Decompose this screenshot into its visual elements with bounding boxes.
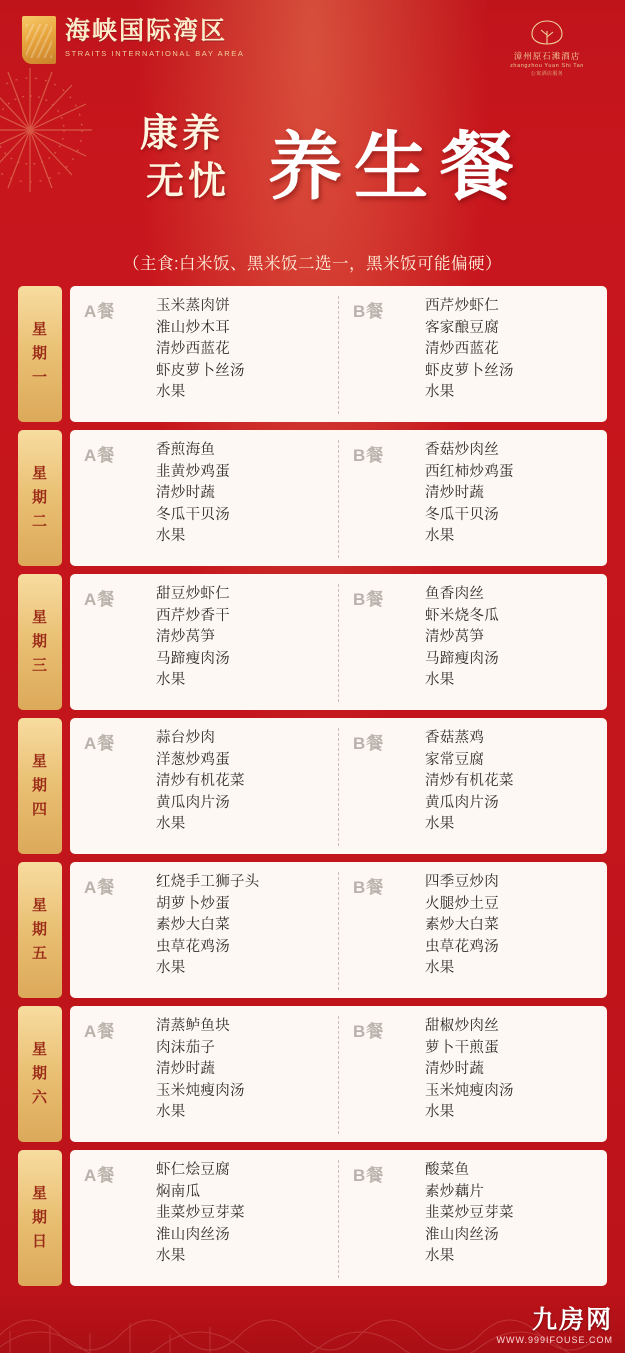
day-label-char: 星 bbox=[31, 609, 48, 626]
day-label-char: 期 bbox=[31, 1209, 48, 1226]
dish-item: 客家酿豆腐 bbox=[425, 319, 499, 336]
menu-day-row bbox=[18, 718, 607, 854]
menu-day-row bbox=[18, 286, 607, 422]
dish-item: 四季豆炒肉 bbox=[425, 874, 499, 890]
watermark bbox=[496, 1308, 613, 1345]
dish-item: 水果 bbox=[156, 1104, 186, 1120]
day-label-char: 星 bbox=[31, 1041, 48, 1058]
dish-item: 玉米炖瘦肉汤 bbox=[425, 1082, 514, 1099]
dish-item: 水果 bbox=[425, 528, 455, 544]
day-label-char: 三 bbox=[31, 657, 48, 674]
watermark-url: WWW.999IFOUSE.COM bbox=[496, 1335, 613, 1345]
dish-item: 淮山炒木耳 bbox=[156, 319, 230, 336]
dish-list bbox=[156, 440, 230, 558]
day-label-char: 星 bbox=[31, 465, 48, 482]
weekly-menu bbox=[0, 286, 625, 1286]
header bbox=[0, 0, 625, 92]
dish-item: 虫草花鸡汤 bbox=[156, 938, 230, 955]
day-label bbox=[18, 574, 62, 710]
dish-item: 洋葱炒鸡蛋 bbox=[156, 751, 230, 768]
dish-item: 鱼香肉丝 bbox=[425, 586, 485, 602]
watermark-title: 九房网 bbox=[531, 1306, 613, 1334]
meal-tag-a: A餐 bbox=[84, 590, 116, 609]
meal-tag-a: A餐 bbox=[84, 878, 116, 897]
dish-item: 蒜台炒肉 bbox=[156, 730, 216, 746]
dish-item: 甜椒炒肉丝 bbox=[425, 1018, 499, 1034]
dish-item: 香菇炒肉丝 bbox=[425, 442, 499, 458]
dish-list bbox=[425, 440, 514, 558]
dish-item: 肉沫茄子 bbox=[156, 1039, 216, 1056]
meal-tag-b: B餐 bbox=[353, 446, 385, 465]
menu-card bbox=[70, 574, 607, 710]
day-label-char: 期 bbox=[31, 777, 48, 794]
dish-item: 水果 bbox=[425, 384, 455, 400]
dish-item: 冬瓜干贝汤 bbox=[425, 506, 499, 523]
day-label-char: 期 bbox=[31, 633, 48, 650]
meal-set-b bbox=[338, 1160, 607, 1278]
dish-item: 清炒时蔬 bbox=[425, 485, 485, 501]
dish-item: 西红柿炒鸡蛋 bbox=[425, 463, 514, 480]
dish-item: 清炒西蓝花 bbox=[156, 341, 230, 357]
dish-item: 西芹炒虾仁 bbox=[425, 298, 499, 314]
dish-item: 甜豆炒虾仁 bbox=[156, 586, 230, 602]
dish-item: 水果 bbox=[156, 816, 186, 832]
meal-set-b bbox=[338, 728, 607, 846]
day-label-char: 一 bbox=[31, 369, 48, 386]
dish-item: 红烧手工狮子头 bbox=[156, 874, 260, 890]
dish-item: 水果 bbox=[156, 960, 186, 976]
dish-list bbox=[156, 1160, 245, 1278]
brand-logo bbox=[22, 16, 244, 64]
partner-logo bbox=[491, 16, 603, 77]
dish-list bbox=[425, 872, 499, 990]
menu-card bbox=[70, 430, 607, 566]
dish-item: 虫草花鸡汤 bbox=[425, 938, 499, 955]
dish-item: 清蒸鲈鱼块 bbox=[156, 1018, 230, 1034]
dish-item: 虾仁烩豆腐 bbox=[156, 1162, 230, 1178]
meal-set-a bbox=[70, 440, 338, 558]
dish-item: 虾米烧冬瓜 bbox=[425, 607, 499, 624]
meal-set-b bbox=[338, 296, 607, 414]
menu-day-row bbox=[18, 1006, 607, 1142]
meal-set-a bbox=[70, 296, 338, 414]
dish-item: 清炒时蔬 bbox=[425, 1061, 485, 1077]
dish-item: 水果 bbox=[156, 528, 186, 544]
dish-item: 素炒藕片 bbox=[425, 1183, 485, 1200]
dish-list bbox=[425, 584, 499, 702]
dish-item: 清炒莴笋 bbox=[156, 629, 216, 645]
partner-name-cn: 漳州原石滩酒店 bbox=[513, 51, 581, 61]
dish-item: 香菇蒸鸡 bbox=[425, 730, 485, 746]
tree-icon bbox=[527, 18, 567, 48]
dish-item: 清炒时蔬 bbox=[156, 1061, 216, 1077]
meal-set-a bbox=[70, 584, 338, 702]
dish-item: 火腿炒土豆 bbox=[425, 895, 499, 912]
menu-day-row bbox=[18, 574, 607, 710]
dish-item: 淮山肉丝汤 bbox=[156, 1226, 230, 1243]
dish-item: 焖南瓜 bbox=[156, 1183, 201, 1200]
dish-item: 清炒时蔬 bbox=[156, 485, 216, 501]
dish-item: 素炒大白菜 bbox=[156, 917, 230, 933]
dish-item: 清炒有机花菜 bbox=[156, 773, 245, 789]
day-label-char: 星 bbox=[31, 1185, 48, 1202]
day-label-char: 二 bbox=[31, 513, 48, 530]
partner-name-sub: 公寓酒店服务 bbox=[530, 71, 564, 77]
dish-item: 马蹄瘦肉汤 bbox=[425, 650, 499, 667]
meal-tag-b: B餐 bbox=[353, 302, 385, 321]
meal-tag-a: A餐 bbox=[84, 734, 116, 753]
dish-item: 清炒西蓝花 bbox=[425, 341, 499, 357]
day-label-char: 六 bbox=[31, 1089, 48, 1106]
dish-item: 胡萝卜炒蛋 bbox=[156, 895, 230, 912]
day-label-char: 星 bbox=[31, 321, 48, 338]
dish-item: 水果 bbox=[156, 384, 186, 400]
meal-set-b bbox=[338, 584, 607, 702]
brand-name-en: STRAITS INTERNATIONAL BAY AREA bbox=[65, 49, 245, 58]
title-block bbox=[0, 96, 625, 246]
dish-item: 虾皮萝卜丝汤 bbox=[425, 362, 514, 379]
flame-logo-icon bbox=[22, 16, 56, 64]
menu-card bbox=[70, 1006, 607, 1142]
menu-day-row bbox=[18, 1150, 607, 1286]
dish-item: 清炒莴笋 bbox=[425, 629, 485, 645]
brand-name-cn: 海峡国际湾区 bbox=[65, 17, 228, 45]
day-label bbox=[18, 718, 62, 854]
title-small-line1: 康养 bbox=[140, 113, 225, 155]
dish-list bbox=[156, 728, 245, 846]
staple-food-note: （主食:白米饭、黑米饭二选一，黑米饭可能偏硬） bbox=[122, 255, 503, 273]
title-small bbox=[140, 110, 270, 206]
dish-item: 韭黄炒鸡蛋 bbox=[156, 463, 230, 480]
day-label bbox=[18, 862, 62, 998]
menu-card bbox=[70, 718, 607, 854]
day-label-char: 期 bbox=[31, 921, 48, 938]
day-label-char: 星 bbox=[31, 897, 48, 914]
day-label bbox=[18, 1006, 62, 1142]
meal-set-b bbox=[338, 1016, 607, 1134]
dish-item: 水果 bbox=[425, 816, 455, 832]
menu-day-row bbox=[18, 862, 607, 998]
dish-item: 水果 bbox=[156, 672, 186, 688]
meal-tag-a: A餐 bbox=[84, 1166, 116, 1185]
day-label-char: 期 bbox=[31, 1065, 48, 1082]
dish-item: 西芹炒香干 bbox=[156, 607, 230, 624]
dish-item: 水果 bbox=[156, 1248, 186, 1264]
dish-list bbox=[156, 1016, 245, 1134]
day-label-char: 四 bbox=[31, 801, 48, 818]
meal-tag-a: A餐 bbox=[84, 1022, 116, 1041]
meal-tag-b: B餐 bbox=[353, 734, 385, 753]
day-label bbox=[18, 430, 62, 566]
dish-item: 清炒有机花菜 bbox=[425, 773, 514, 789]
dish-list bbox=[156, 296, 245, 414]
dish-item: 家常豆腐 bbox=[425, 751, 485, 768]
dish-list bbox=[156, 584, 230, 702]
dish-item: 韭菜炒豆芽菜 bbox=[425, 1205, 514, 1221]
menu-day-row bbox=[18, 430, 607, 566]
dish-list bbox=[156, 872, 260, 990]
day-label bbox=[18, 286, 62, 422]
meal-tag-a: A餐 bbox=[84, 446, 116, 465]
menu-card bbox=[70, 1150, 607, 1286]
dish-item: 水果 bbox=[425, 672, 455, 688]
meal-set-a bbox=[70, 1016, 338, 1134]
meal-tag-b: B餐 bbox=[353, 878, 385, 897]
day-label-char: 星 bbox=[31, 753, 48, 770]
dish-item: 香煎海鱼 bbox=[156, 442, 216, 458]
meal-tag-a: A餐 bbox=[84, 302, 116, 321]
day-label-char: 期 bbox=[31, 489, 48, 506]
day-label-char: 日 bbox=[31, 1233, 48, 1250]
dish-list bbox=[425, 296, 514, 414]
title-small-line2: 无忧 bbox=[146, 161, 231, 203]
meal-set-a bbox=[70, 1160, 338, 1278]
meal-set-b bbox=[338, 440, 607, 558]
dish-item: 玉米蒸肉饼 bbox=[156, 298, 230, 314]
menu-card bbox=[70, 286, 607, 422]
dish-item: 素炒大白菜 bbox=[425, 917, 499, 933]
dish-item: 萝卜干煎蛋 bbox=[425, 1039, 499, 1056]
dish-item: 马蹄瘦肉汤 bbox=[156, 650, 230, 667]
dish-list bbox=[425, 1016, 514, 1134]
meal-set-a bbox=[70, 872, 338, 990]
dish-list bbox=[425, 728, 514, 846]
meal-set-a bbox=[70, 728, 338, 846]
dish-item: 韭菜炒豆芽菜 bbox=[156, 1205, 245, 1221]
day-label-char: 期 bbox=[31, 345, 48, 362]
meal-tag-b: B餐 bbox=[353, 1166, 385, 1185]
dish-item: 酸菜鱼 bbox=[425, 1162, 470, 1178]
dish-item: 水果 bbox=[425, 1104, 455, 1120]
dish-item: 冬瓜干贝汤 bbox=[156, 506, 230, 523]
meal-tag-b: B餐 bbox=[353, 1022, 385, 1041]
day-label bbox=[18, 1150, 62, 1286]
footer bbox=[0, 1295, 625, 1353]
page-title: 养生餐 bbox=[268, 124, 526, 210]
dish-list bbox=[425, 1160, 514, 1278]
dish-item: 水果 bbox=[425, 960, 455, 976]
day-label-char: 五 bbox=[31, 945, 48, 962]
dish-item: 黄瓜肉片汤 bbox=[156, 794, 230, 811]
dish-item: 水果 bbox=[425, 1248, 455, 1264]
menu-card bbox=[70, 862, 607, 998]
dish-item: 黄瓜肉片汤 bbox=[425, 794, 499, 811]
dish-item: 淮山肉丝汤 bbox=[425, 1226, 499, 1243]
meal-tag-b: B餐 bbox=[353, 590, 385, 609]
partner-name-en: zhangzhou Yuan Shi Tan bbox=[510, 63, 584, 69]
meal-set-b bbox=[338, 872, 607, 990]
dish-item: 虾皮萝卜丝汤 bbox=[156, 362, 245, 379]
dish-item: 玉米炖瘦肉汤 bbox=[156, 1082, 245, 1099]
